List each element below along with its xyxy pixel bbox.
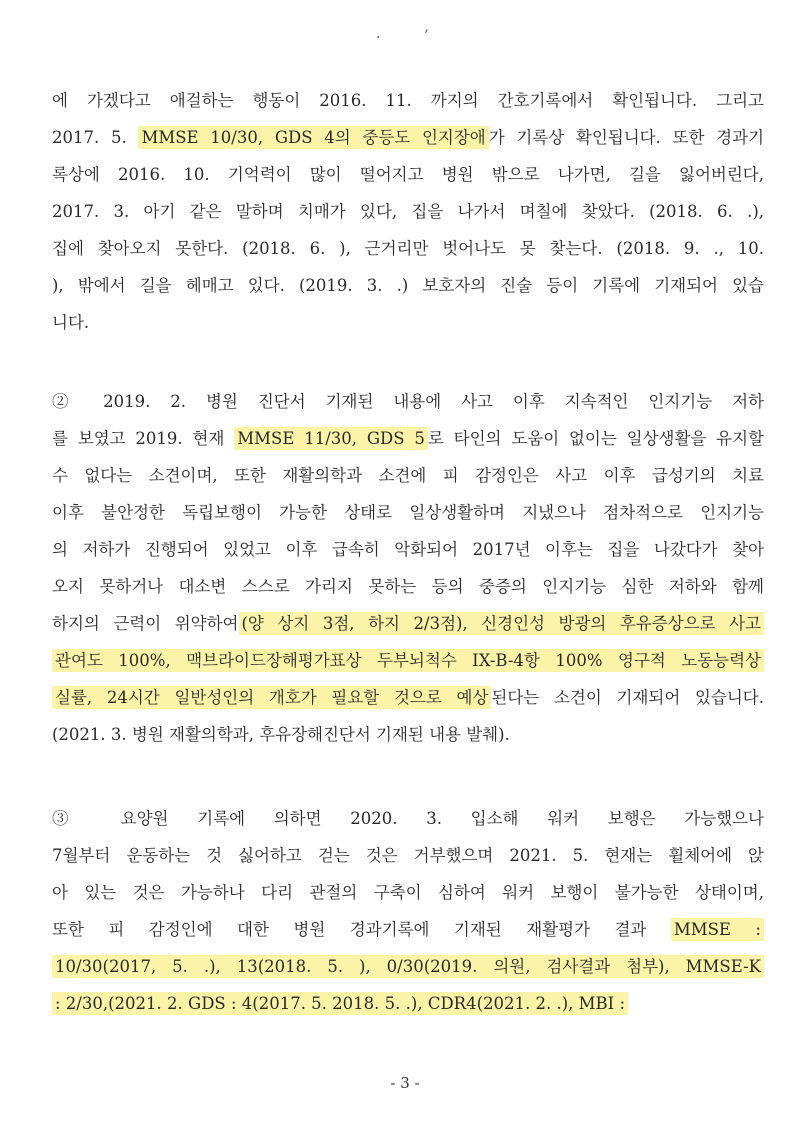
- text-segment: 집에 찾아오지 못한다. (2018. 6. ), 근거리만 벗어나도 못 찾는다. (2018. 9. ., 10.: [52, 239, 764, 258]
- paragraph-intro: [52, 82, 764, 341]
- scan-mark-left: ·: [376, 30, 381, 46]
- text-segment: 수 없다는 소견이며, 또한 재활의학과 소견에 피 감정인은 사고 이후 급성기의 치료: [52, 466, 764, 485]
- text-segment: ), 밖에서 길을 헤매고 있다. (2019. 3. .) 보호자의 진술 등이 기록에 기재되어 있습: [52, 276, 764, 295]
- text-line: [52, 267, 764, 304]
- text-line: [52, 642, 764, 679]
- text-segment: 오지 못하거나 대소변 스스로 가리지 못하는 등의 중증의 인지기능 심한 저하와 함께: [52, 577, 764, 596]
- text-line: [52, 985, 764, 1022]
- text-line: [52, 304, 764, 341]
- text-line: [52, 82, 764, 119]
- text-segment: 2017. 5.: [52, 128, 139, 147]
- scan-mark-right: ’: [424, 28, 429, 44]
- text-segment: 의 저하가 진행되어 있었고 이후 급속히 악화되어 2017년 이후는 집을 나갔다가 찾아: [52, 540, 764, 559]
- page-number: - 3 -: [390, 1074, 420, 1092]
- text-segment: 아 있는 것은 가능하나 다리 관절의 구축이 심하여 워커 보행이 불가능한 상태이며,: [52, 883, 764, 902]
- highlighted-text: 관여도 100%, 맥브라이드장해평가표상 두부뇌척수 IX-B-4항 100% 영구적 노동능력상: [52, 649, 764, 672]
- highlighted-text: MMSE 10/30, GDS 4의 중등도 인지장애: [138, 126, 488, 149]
- paragraph-item-3: [52, 800, 764, 1022]
- text-line: [52, 837, 764, 874]
- text-line: [52, 948, 764, 985]
- highlighted-text: (양 상지 3점, 하지 2/3점), 신경인성 방광의 후유증상으로 사고: [239, 612, 764, 635]
- highlighted-text: 10/30(2017, 5. .), 13(2018. 5. ), 0/30(2019. 의원, 검사결과 첨부), MMSE-K: [52, 955, 764, 978]
- text-line: [52, 679, 764, 716]
- text-segment: ③ 요양원 기록에 의하면 2020. 3. 입소해 워커 보행은 가능했으나: [52, 809, 764, 828]
- text-segment: 이후 불안정한 독립보행이 가능한 상태로 일상생활하며 지냈으나 점차적으로 인지기능: [52, 503, 764, 522]
- text-line: [52, 383, 764, 420]
- text-segment: 가 기록상 확인됩니다. 또한 경과기: [488, 128, 765, 147]
- text-segment: 2017. 3. 아기 같은 말하며 치매가 있다, 집을 나가서 며칠에 찾았다. (2018. 6. .),: [52, 202, 764, 221]
- text-segment: 를 보였고 2019. 현재: [52, 429, 235, 448]
- highlighted-text: MMSE 11/30, GDS 5: [234, 427, 428, 450]
- text-segment: 또한 피 감정인에 대한 병원 경과기록에 기재된 재활평가 결과: [52, 920, 671, 939]
- highlighted-text: MMSE :: [671, 918, 764, 941]
- text-segment: 하지의 근력이 위약하여: [52, 614, 239, 633]
- text-segment: (2021. 3. 병원 재활의학과, 후유장해진단서 기재된 내용 발췌).: [52, 725, 510, 744]
- text-line: [52, 605, 764, 642]
- text-segment: 7월부터 운동하는 것 싫어하고 걷는 것은 거부했으며 2021. 5. 현재는 휠체어에 앉: [52, 846, 764, 865]
- text-line: [52, 119, 764, 156]
- text-line: [52, 874, 764, 911]
- text-segment: 록상에 2016. 10. 기억력이 많이 떨어지고 병원 밖으로 나가면, 길을 잃어버린다,: [52, 165, 764, 184]
- text-segment: 에 가겠다고 애걸하는 행동이 2016. 11. 까지의 간호기록에서 확인됩니다. 그리고: [52, 91, 764, 110]
- text-line: [52, 911, 764, 948]
- text-segment: 니다.: [52, 313, 90, 332]
- text-segment: 된다는 소견이 기재되어 있습니다.: [491, 688, 764, 707]
- text-line: [52, 716, 764, 753]
- text-line: [52, 568, 764, 605]
- text-line: [52, 531, 764, 568]
- text-line: [52, 420, 764, 457]
- highlighted-text: 실률, 24시간 일반성인의 개호가 필요할 것으로 예상: [52, 686, 491, 709]
- text-segment: ② 2019. 2. 병원 진단서 기재된 내용에 사고 이후 지속적인 인지기능 저하: [52, 392, 764, 411]
- text-segment: 로 타인의 도움이 없이는 일상생활을 유지할: [427, 429, 764, 448]
- text-line: [52, 457, 764, 494]
- text-line: [52, 193, 764, 230]
- text-line: [52, 494, 764, 531]
- text-line: [52, 156, 764, 193]
- text-line: [52, 800, 764, 837]
- paragraph-item-2: [52, 383, 764, 753]
- highlighted-text: : 2/30,(2021. 2. GDS : 4(2017. 5. 2018. 5. .), CDR4(2021. 2. .), MBI :: [52, 992, 628, 1015]
- text-line: [52, 230, 764, 267]
